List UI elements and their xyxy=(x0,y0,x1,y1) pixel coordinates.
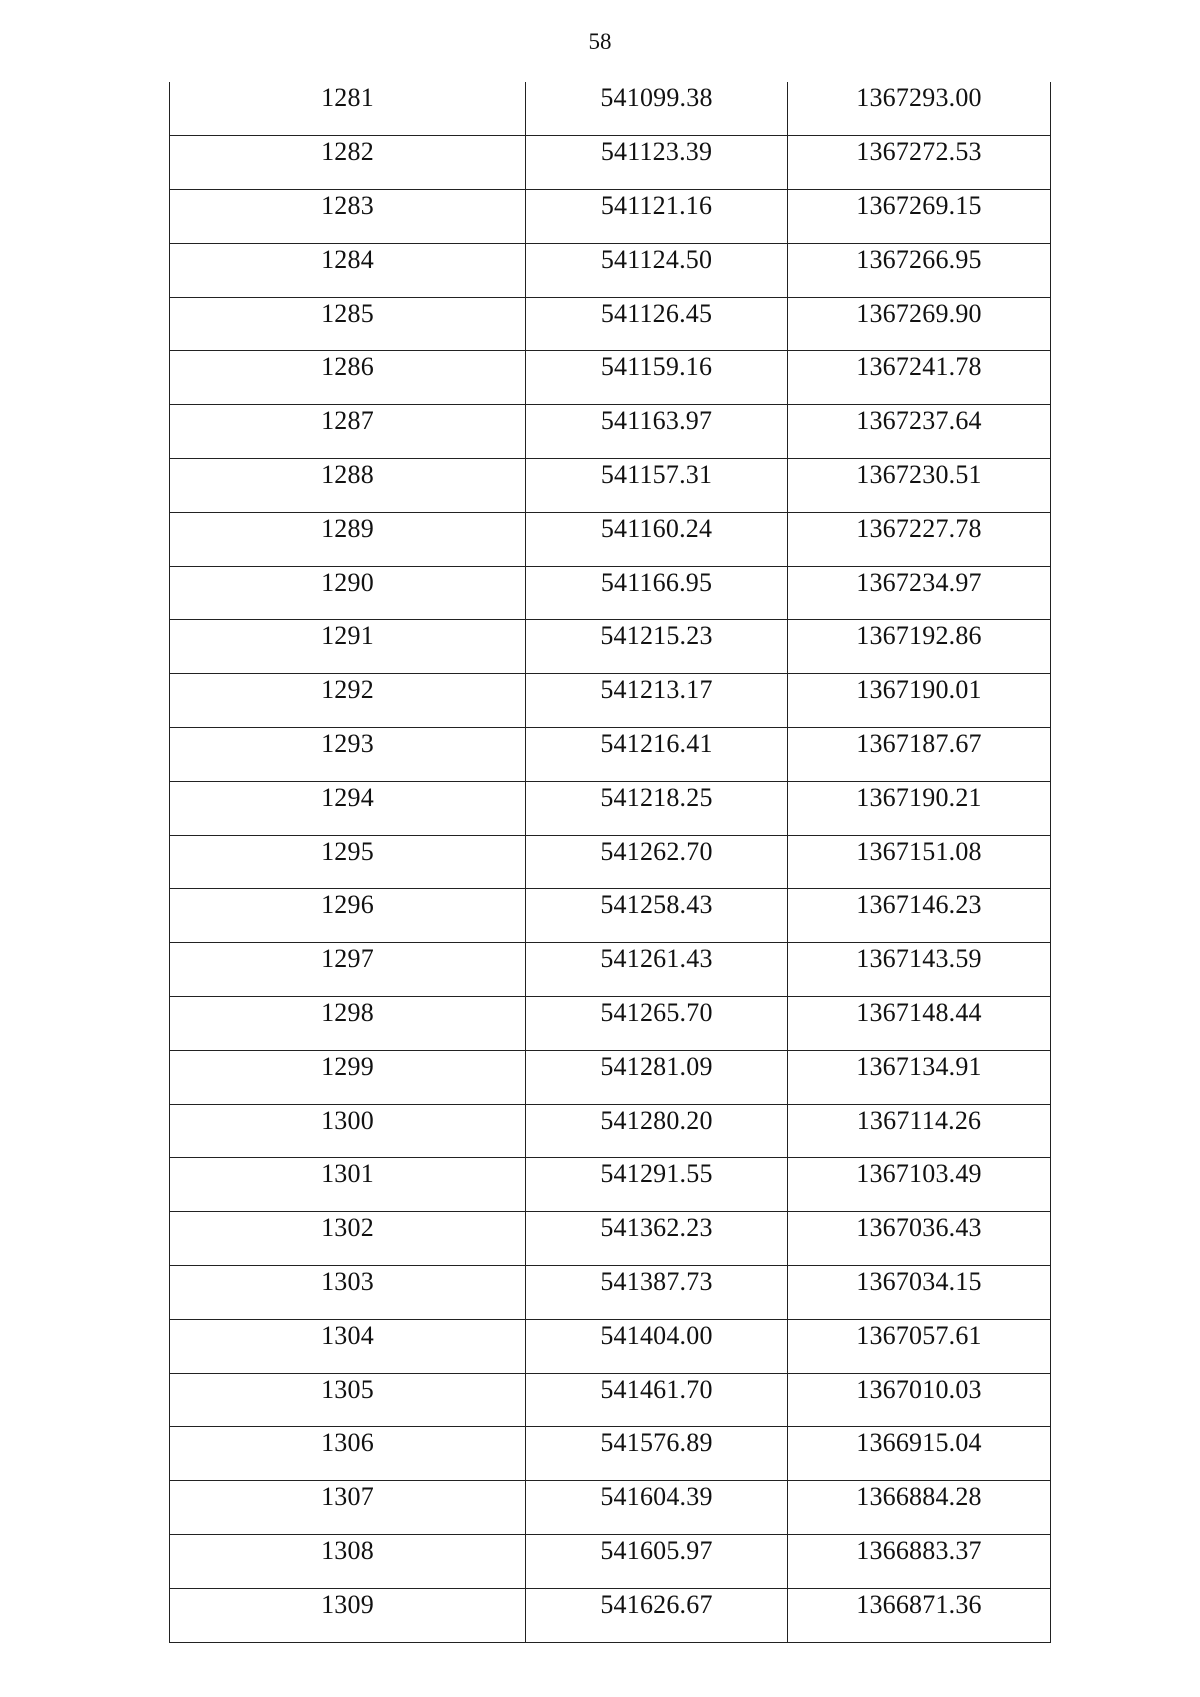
point-number-cell: 1304 xyxy=(170,1319,526,1373)
coordinate-x-cell: 541265.70 xyxy=(526,997,788,1051)
coordinate-y-cell: 1367134.91 xyxy=(788,1050,1051,1104)
table-row xyxy=(170,459,1051,513)
coordinates-table-body xyxy=(170,82,1051,1642)
table-row xyxy=(170,243,1051,297)
point-number-cell: 1290 xyxy=(170,566,526,620)
page-number: 58 xyxy=(588,29,612,54)
coordinate-y-cell: 1367010.03 xyxy=(788,1373,1051,1427)
coordinate-x-cell: 541126.45 xyxy=(526,297,788,351)
point-number-cell: 1294 xyxy=(170,781,526,835)
coordinate-y-cell: 1366915.04 xyxy=(788,1427,1051,1481)
point-number-cell: 1282 xyxy=(170,136,526,190)
table-row xyxy=(170,889,1051,943)
point-number-cell: 1303 xyxy=(170,1266,526,1320)
table-row xyxy=(170,781,1051,835)
coordinate-y-cell: 1367187.67 xyxy=(788,728,1051,782)
table-row xyxy=(170,1481,1051,1535)
point-number-cell: 1306 xyxy=(170,1427,526,1481)
table-row xyxy=(170,405,1051,459)
coordinate-y-cell: 1367114.26 xyxy=(788,1104,1051,1158)
point-number-cell: 1293 xyxy=(170,728,526,782)
table-row xyxy=(170,1158,1051,1212)
coordinate-x-cell: 541387.73 xyxy=(526,1266,788,1320)
point-number-cell: 1281 xyxy=(170,82,526,136)
point-number-cell: 1297 xyxy=(170,943,526,997)
point-number-cell: 1298 xyxy=(170,997,526,1051)
table-row xyxy=(170,1104,1051,1158)
coordinate-x-cell: 541157.31 xyxy=(526,459,788,513)
coordinate-x-cell: 541216.41 xyxy=(526,728,788,782)
coordinate-x-cell: 541215.23 xyxy=(526,620,788,674)
coordinate-x-cell: 541362.23 xyxy=(526,1212,788,1266)
coordinate-x-cell: 541262.70 xyxy=(526,835,788,889)
table-row xyxy=(170,351,1051,405)
coordinate-x-cell: 541261.43 xyxy=(526,943,788,997)
point-number-cell: 1289 xyxy=(170,512,526,566)
table-row xyxy=(170,1535,1051,1589)
coordinate-y-cell: 1367148.44 xyxy=(788,997,1051,1051)
coordinate-y-cell: 1367269.15 xyxy=(788,190,1051,244)
coordinate-y-cell: 1367103.49 xyxy=(788,1158,1051,1212)
coordinate-x-cell: 541605.97 xyxy=(526,1535,788,1589)
coordinate-y-cell: 1367143.59 xyxy=(788,943,1051,997)
coordinate-y-cell: 1366871.36 xyxy=(788,1588,1051,1642)
point-number-cell: 1288 xyxy=(170,459,526,513)
coordinate-y-cell: 1367234.97 xyxy=(788,566,1051,620)
coordinate-x-cell: 541258.43 xyxy=(526,889,788,943)
coordinate-y-cell: 1367151.08 xyxy=(788,835,1051,889)
coordinate-y-cell: 1366884.28 xyxy=(788,1481,1051,1535)
table-row xyxy=(170,943,1051,997)
coordinate-y-cell: 1367227.78 xyxy=(788,512,1051,566)
table-row xyxy=(170,1212,1051,1266)
table-row xyxy=(170,835,1051,889)
point-number-cell: 1286 xyxy=(170,351,526,405)
coordinate-x-cell: 541166.95 xyxy=(526,566,788,620)
coordinate-y-cell: 1367266.95 xyxy=(788,243,1051,297)
table-row xyxy=(170,728,1051,782)
coordinate-y-cell: 1367241.78 xyxy=(788,351,1051,405)
coordinate-x-cell: 541281.09 xyxy=(526,1050,788,1104)
coordinate-x-cell: 541099.38 xyxy=(526,82,788,136)
coordinates-table xyxy=(169,82,1051,1643)
point-number-cell: 1296 xyxy=(170,889,526,943)
coordinate-x-cell: 541461.70 xyxy=(526,1373,788,1427)
point-number-cell: 1301 xyxy=(170,1158,526,1212)
coordinate-y-cell: 1367272.53 xyxy=(788,136,1051,190)
coordinate-y-cell: 1367230.51 xyxy=(788,459,1051,513)
coordinate-y-cell: 1367269.90 xyxy=(788,297,1051,351)
table-row xyxy=(170,512,1051,566)
point-number-cell: 1295 xyxy=(170,835,526,889)
coordinate-x-cell: 541163.97 xyxy=(526,405,788,459)
table-row xyxy=(170,674,1051,728)
coordinate-x-cell: 541626.67 xyxy=(526,1588,788,1642)
coordinate-y-cell: 1367237.64 xyxy=(788,405,1051,459)
table-row xyxy=(170,82,1051,136)
coordinate-x-cell: 541291.55 xyxy=(526,1158,788,1212)
coordinate-y-cell: 1367057.61 xyxy=(788,1319,1051,1373)
coordinate-x-cell: 541124.50 xyxy=(526,243,788,297)
table-row xyxy=(170,1050,1051,1104)
coordinate-x-cell: 541604.39 xyxy=(526,1481,788,1535)
coordinate-x-cell: 541159.16 xyxy=(526,351,788,405)
table-row xyxy=(170,997,1051,1051)
coordinate-y-cell: 1367190.01 xyxy=(788,674,1051,728)
coordinate-x-cell: 541218.25 xyxy=(526,781,788,835)
point-number-cell: 1308 xyxy=(170,1535,526,1589)
point-number-cell: 1299 xyxy=(170,1050,526,1104)
coordinate-x-cell: 541404.00 xyxy=(526,1319,788,1373)
coordinate-y-cell: 1367192.86 xyxy=(788,620,1051,674)
table-row xyxy=(170,1266,1051,1320)
table-row xyxy=(170,566,1051,620)
coordinate-x-cell: 541213.17 xyxy=(526,674,788,728)
coordinate-y-cell: 1366883.37 xyxy=(788,1535,1051,1589)
table-row xyxy=(170,1427,1051,1481)
table-row xyxy=(170,190,1051,244)
table-row xyxy=(170,1319,1051,1373)
coordinate-x-cell: 541160.24 xyxy=(526,512,788,566)
coordinate-y-cell: 1367036.43 xyxy=(788,1212,1051,1266)
point-number-cell: 1284 xyxy=(170,243,526,297)
coordinate-x-cell: 541576.89 xyxy=(526,1427,788,1481)
coordinate-x-cell: 541123.39 xyxy=(526,136,788,190)
point-number-cell: 1292 xyxy=(170,674,526,728)
point-number-cell: 1285 xyxy=(170,297,526,351)
point-number-cell: 1283 xyxy=(170,190,526,244)
table-row xyxy=(170,297,1051,351)
point-number-cell: 1305 xyxy=(170,1373,526,1427)
point-number-cell: 1291 xyxy=(170,620,526,674)
table-row xyxy=(170,1588,1051,1642)
table-row xyxy=(170,1373,1051,1427)
coordinate-x-cell: 541280.20 xyxy=(526,1104,788,1158)
table-row xyxy=(170,620,1051,674)
coordinate-y-cell: 1367190.21 xyxy=(788,781,1051,835)
point-number-cell: 1287 xyxy=(170,405,526,459)
point-number-cell: 1300 xyxy=(170,1104,526,1158)
table-row xyxy=(170,136,1051,190)
point-number-cell: 1309 xyxy=(170,1588,526,1642)
point-number-cell: 1302 xyxy=(170,1212,526,1266)
coordinate-y-cell: 1367293.00 xyxy=(788,82,1051,136)
coordinate-x-cell: 541121.16 xyxy=(526,190,788,244)
coordinate-y-cell: 1367034.15 xyxy=(788,1266,1051,1320)
point-number-cell: 1307 xyxy=(170,1481,526,1535)
coordinate-y-cell: 1367146.23 xyxy=(788,889,1051,943)
